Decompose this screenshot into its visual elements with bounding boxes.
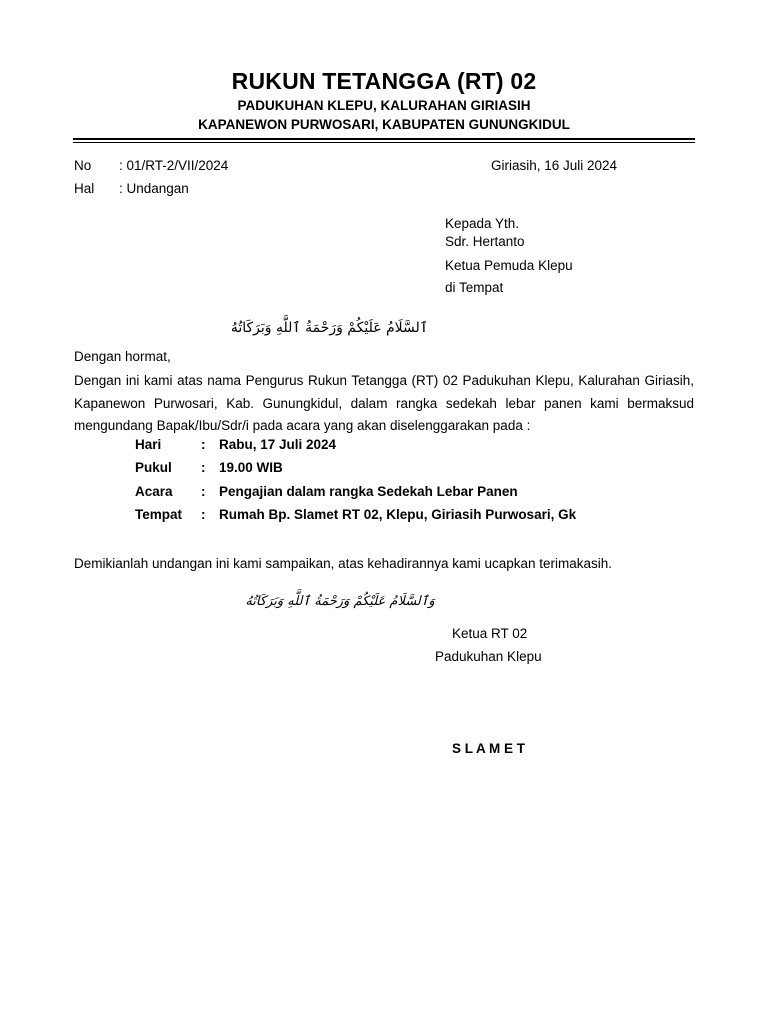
detail-colon: : [201, 506, 206, 522]
recipient-line-2: Sdr. Hertanto [445, 234, 525, 249]
signer-org: Padukuhan Klepu [435, 649, 542, 664]
letterhead-title: RUKUN TETANGGA (RT) 02 [231, 68, 537, 94]
hal-value: : Undangan [119, 181, 189, 196]
body-paragraph: Dengan ini kami atas nama Pengurus Rukun Tetangga (RT) 02 Padukuhan Klepu, Kalurahan Giriasih, Kapanewon Purwosari, Kab. Gunungkidul, dalam rangka sedekah lebar panen kami bermaksud mengundang Bapak/Ibu/Sdr/i pada acara yang akan diselenggarakan pada : [74, 373, 694, 434]
detail-label: Tempat [135, 506, 183, 522]
letterhead-line-1: PADUKUHAN KLEPU, KALURAHAN GIRIASIH [237, 98, 531, 113]
letterhead-divider-thick [73, 138, 695, 140]
detail-value: Rumah Bp. Slamet RT 02, Klepu, Giriasih Purwosari, Gk [219, 506, 577, 522]
detail-value: Rabu, 17 Juli 2024 [219, 437, 337, 452]
signer-role: Ketua RT 02 [452, 626, 528, 641]
recipient-line-3: Ketua Pemuda Klepu [445, 258, 573, 273]
detail-label: Hari [135, 437, 162, 452]
detail-label: Pukul [135, 460, 172, 476]
letterhead-line-2: KAPANEWON PURWOSARI, KABUPATEN GUNUNGKIDUL [198, 117, 570, 132]
place-date: Giriasih, 16 Juli 2024 [491, 158, 618, 173]
recipient-line-4: di Tempat [445, 280, 504, 295]
no-value: : 01/RT-2/VII/2024 [119, 158, 229, 173]
signer-name: S L A M E T [452, 741, 526, 756]
no-label: No [74, 158, 92, 173]
closing-sentence: Demikianlah undangan ini kami sampaikan, atas kehadirannya kami ucapkan terimakasih. [74, 556, 613, 571]
detail-value: 19.00 WIB [219, 460, 283, 476]
salam-opening: ٱلسَّلَامُ عَلَيْكُمْ وَرَحْمَةُ ٱللَّهِ وَبَرَكَاتُهُ [230, 320, 428, 336]
greeting: Dengan hormat, [74, 349, 171, 364]
detail-value: Pengajian dalam rangka Sedekah Lebar Panen [219, 483, 518, 499]
hal-label: Hal [74, 181, 95, 196]
recipient-line-1: Kepada Yth. [445, 216, 520, 231]
detail-label: Acara [135, 483, 173, 499]
detail-colon: : [201, 483, 206, 499]
detail-colon: : [201, 437, 206, 452]
salam-closing: وَٱلسَّلَامُ عَلَيْكُمْ وَرَحْمَةُ ٱللَّهِ وَبَرَكَاتُهُ [245, 594, 435, 609]
letterhead-divider-thin [73, 142, 695, 143]
detail-colon: : [201, 460, 206, 476]
